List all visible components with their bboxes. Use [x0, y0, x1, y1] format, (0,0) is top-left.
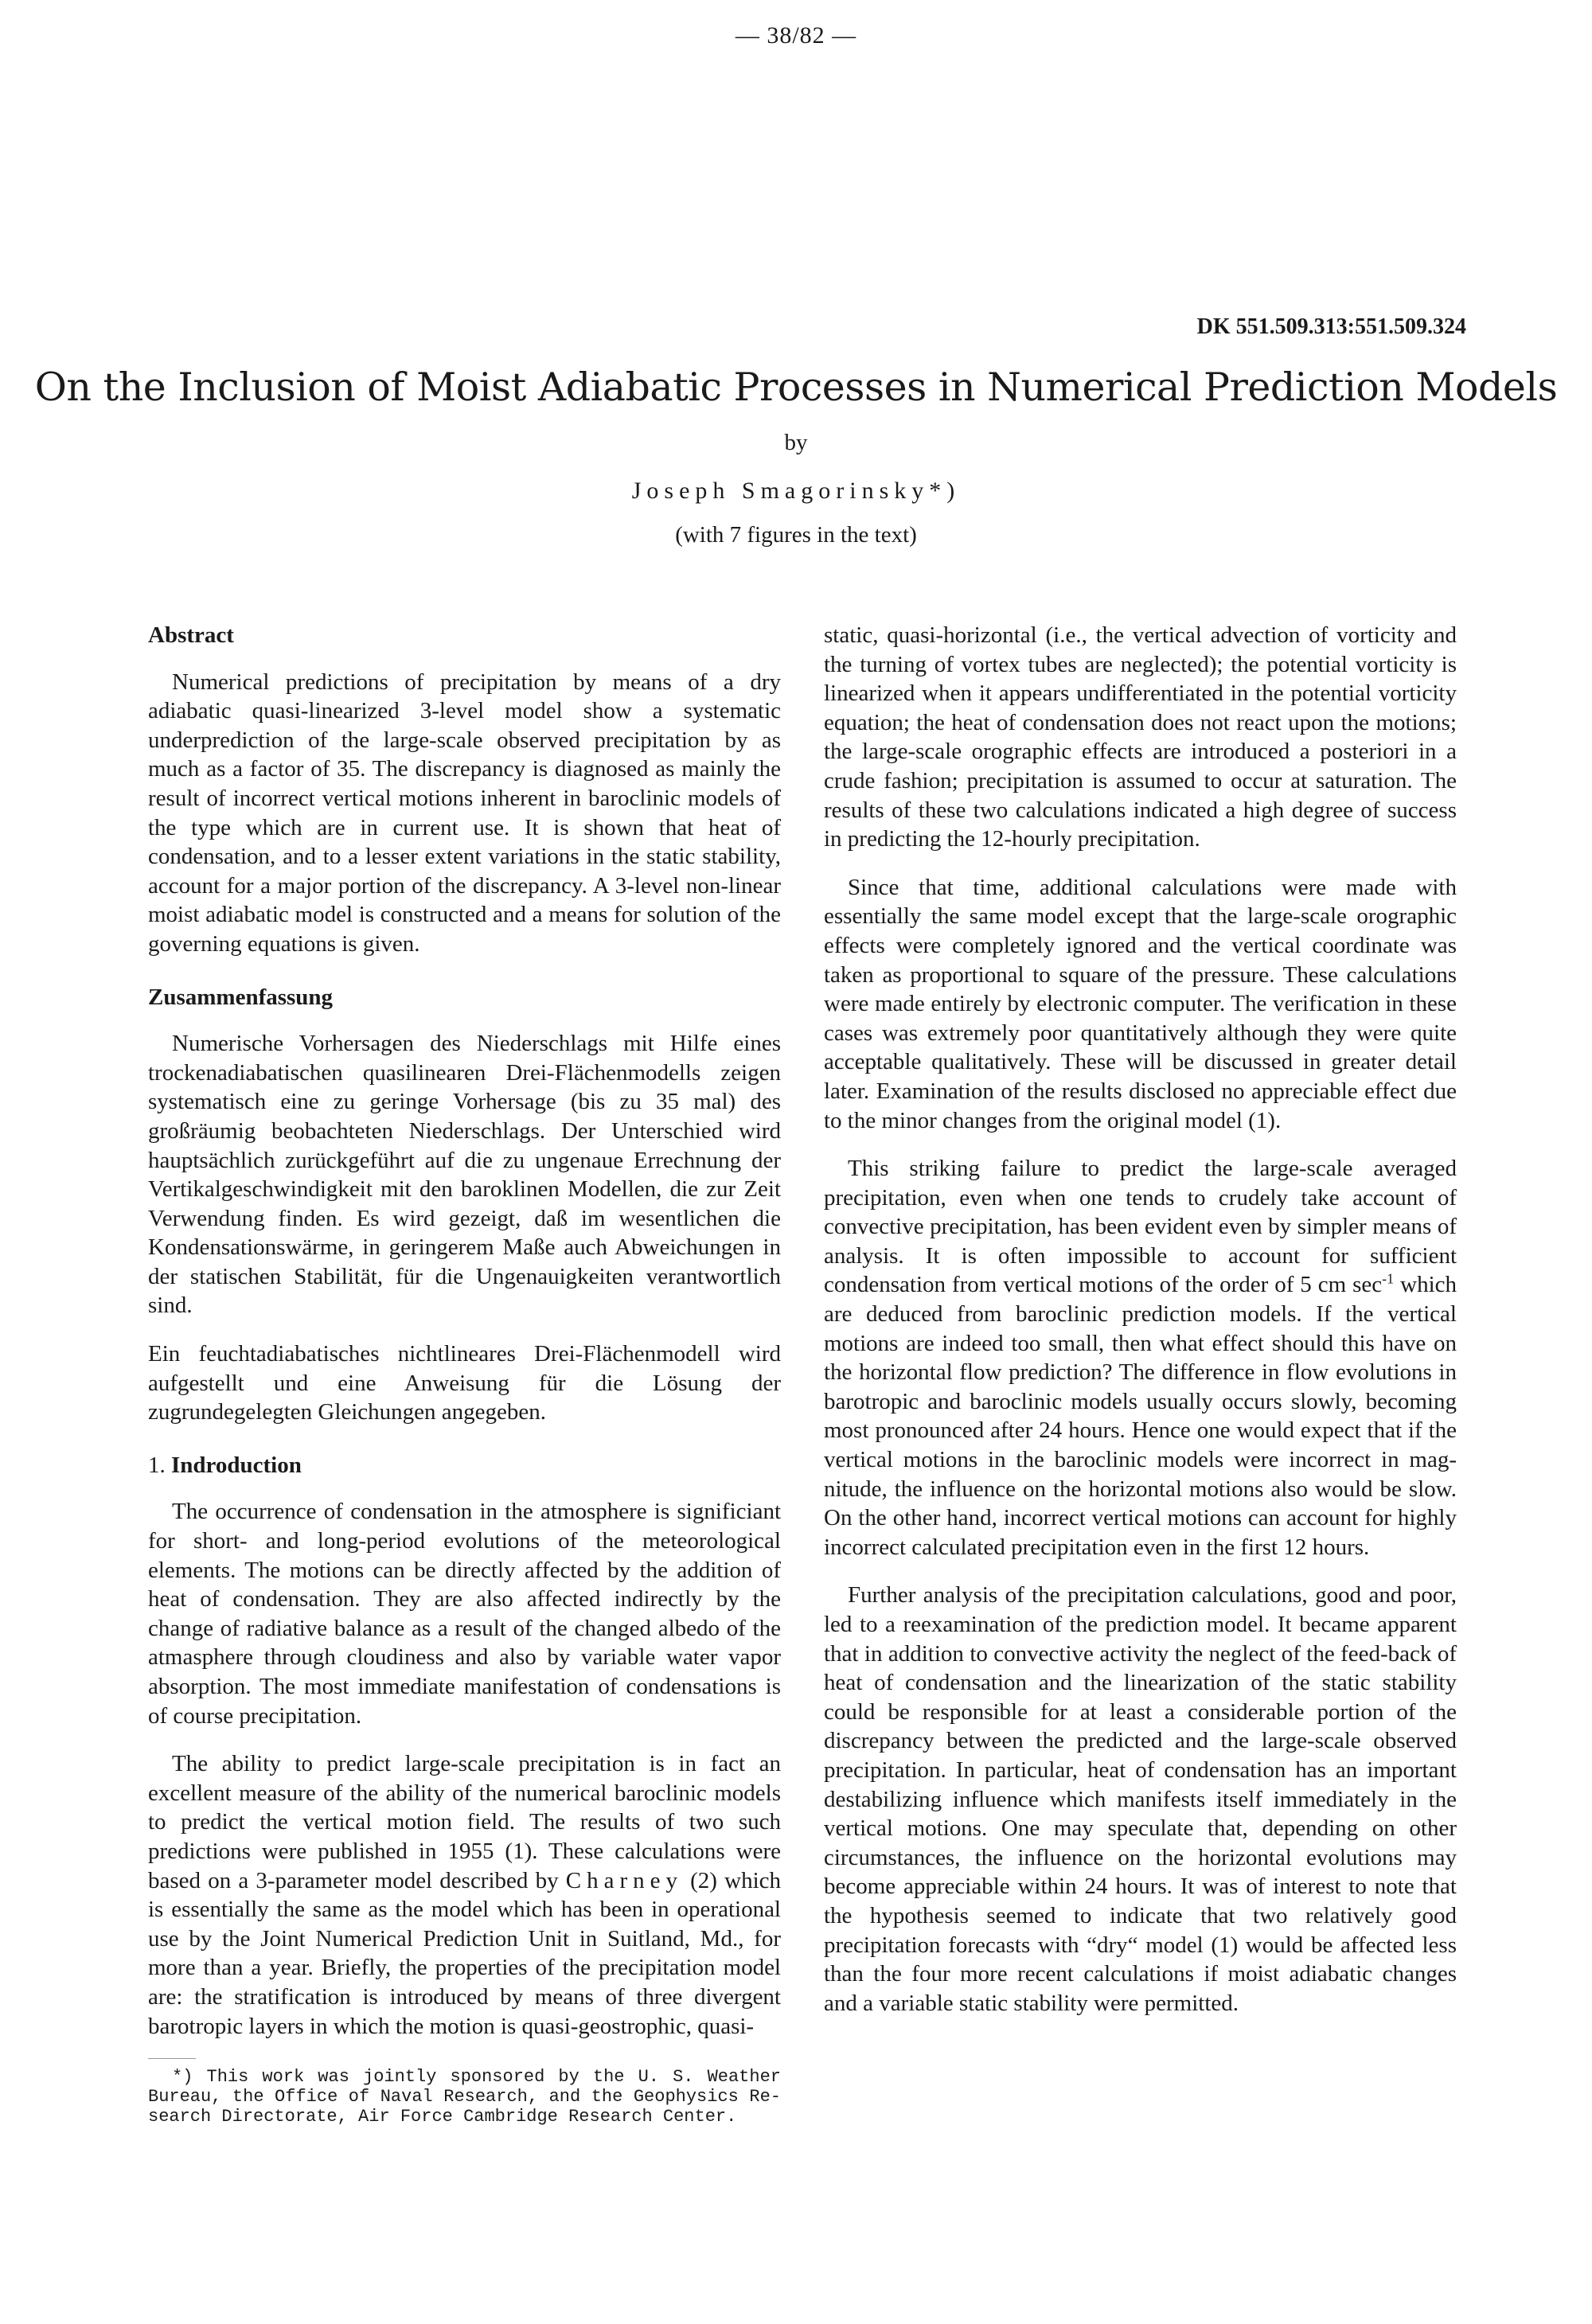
- left-column: [148, 621, 781, 2127]
- footnote-divider: [148, 2058, 196, 2059]
- introduction-paragraph-2: [148, 1749, 781, 2041]
- dk-classification-code: DK 551.509.313:551.509.324: [1196, 314, 1466, 339]
- paragraph-text: This striking failure to predict the large-scale averaged precipitation, even when one tends to crudely take account of convective precipitation, has been evident even by simpler means of analysis. It is often impossible to account for sufficient condensation from vertical motions of the order of 5 cm sec: [824, 1156, 1457, 1298]
- introduction-paragraph-3: Since that time, additional calculations were made with essentially the same model except that the large-scale orographic effects were completely ignored and the vertical coordinate was taken as proportional to square of the pressure. These calculations were made entirely by electronic computer. The verification in these cases was extremely poor quantitatively although they were quite acceptable qualitatively. These will be discussed in greater detail later. Examination of the results disclosed no appreciable effect due to the minor changes from the original model (1).: [824, 874, 1457, 1133]
- zusammenfassung-paragraph-1: Numerische Vorhersagen des Niederschlags mit Hilfe eines trockenadiabatischen quasilinearen Drei-Flächenmodells zeigen systematisch eine zu geringe Vorhersage (bis zu 35 mal) des großräumig beobachteten Niederschlags. Der Unterschied wird hauptsächlich zurückgeführt auf die zu ungenaue Errechnung der Vertikalgeschwindigkeit mit den baroklinen Modellen, die zur Zeit Verwendung finden. Es wird gezeigt, daß im wesentlichen die Kondensationswärme, in geringerem Maße auch Abweichungen in der statischen Stabilität, für die Ungenauigkeiten verantwortlich sind.: [148, 1031, 781, 1319]
- figures-note: (with 7 figures in the text): [675, 522, 917, 548]
- paragraph-text: (2) which is essentially the same as the model which has been in operational use by the Joint Numerical Prediction Unit in Suitland, Md., for more than a year. Briefly, the properties of the precipitation model are: the stratification is introduced by means of three divergent barotropic layers in which the motion is quasi-geostrophic, quasi-: [148, 1867, 782, 2039]
- footnote: *) This work was jointly sponsored by the U. S. Weather Bureau, the Office of Naval Research, and the Geophysics Research Directorate, Air Force Cambridge Research Center.: [148, 2067, 781, 2127]
- right-column: [824, 621, 1457, 2018]
- page-number: — 38/82 —: [735, 22, 857, 49]
- continued-paragraph: static, quasi-horizontal (i.e., the vertical advection of vorticity and the turning of vortex tubes are neglected); the potential vorticity is linearized when it appears undifferentiated in the potential vorticity equation; the heat of condensation does not react upon the motions; the large-scale orographic effects are introduced a posteriori in a crude fashion; precipitation is assumed to occur at saturation. The results of these two calculations indicated a high degree of success in predicting the 12-hourly precipitation.: [824, 622, 1457, 852]
- abstract-paragraph: Numerical predictions of precipitation by means of a dry adiabatic quasi-linearized 3-level model show a systematic underprediction of the large-scale observed precipitation by as much as a factor of 35. The discrepancy is diagnosed as mainly the result of incorrect vertical motions inherent in baroclinic models of the type which are in current use. It is shown that heat of condensation, and to a lesser extent variations in the static stability, account for a major portion of the discrepancy. A 3-level non-linear moist adiabatic model is constructed and a means for solution of the governing equations is given.: [148, 669, 781, 957]
- introduction-paragraph-1: The occurrence of condensation in the atmosphere is significiant for short- and long-period evolutions of the meteorological elements. The motions can be directly affected by the addition of heat of condensation. They are also affected indirectly by the change of radiative balance as a result of the changed albedo of the atmasphere through cloudiness and also by variable water vapor absorption. The most immediate manifestation of condensations is of course precipitation.: [148, 1499, 781, 1729]
- zusammenfassung-heading: Zusammenfassung: [148, 984, 334, 1010]
- introduction-heading: [148, 1451, 781, 1480]
- introduction-paragraph-5: Further analysis of the precipitation calculations, good and poor, led to a reexamination of the prediction model. It became apparent that in addition to convective activity the neglect of the feed-back of heat of condensation and the linearization of the static stability could be responsible for at least a considerable portion of the discrepancy between the predicted and the large-scale observed precipitation. In particular, heat of condensation has an important destabilizing influence which manifests itself immediately in the vertical motions. One may speculate that, depending on other circumstances, the influence on the horizontal evolutions may become appreciable within 24 hours. It was of interest to note that the hypothesis seemed to indicate that two relatively good precipitation forecasts with “dry“ model (1) would be affected less than the four more recent calculations if moist adiabatic changes and a variable static stability were permitted.: [824, 1582, 1457, 2016]
- paragraph-text: The ability to predict large-scale precipitation is in fact an excellent measure of the ability of the numerical baroclinic models to predict the vertical motion field. The results of two such predictions were published in 1955 (1). These calculations were based on a 3-parameter model described by: [148, 1751, 781, 1893]
- section-number: 1.: [148, 1452, 166, 1478]
- author-name: Joseph Smagorinsky*): [631, 478, 961, 504]
- paper-title: On the Inclusion of Moist Adiabatic Processes in Numerical Prediction Models: [34, 365, 1558, 410]
- abstract-heading: Abstract: [148, 622, 234, 648]
- superscript: -1: [1382, 1270, 1395, 1287]
- paragraph-text: which are deduced from baroclinic prediction models. If the vertical motions are indeed too small, then what effect should this have on the horizontal flow prediction? The difference in flow evolutions in barotropic and baroclinic models usually occurs slowly, becoming most pronounced after 24 hours. Hence one would expect that if the vertical motions in the baroclinic models were incorrect in magnitude, the influence on the horizontal motions also would be slow. On the other hand, incorrect vertical motions can account for highly incorrect calculated precipitation even in the first 12 hours.: [824, 1272, 1457, 1560]
- introduction-paragraph-4: [824, 1154, 1457, 1562]
- section-title: Indroduction: [171, 1452, 302, 1478]
- cited-author-charney: Charney: [565, 1867, 683, 1893]
- by-line: by: [784, 430, 808, 455]
- zusammenfassung-paragraph-2: Ein feuchtadiabatisches nichtlineares Drei-Flächenmodell wird aufgestellt und eine Anweisung für die Lösung der zugrundegelegten Gleichungen angegeben.: [148, 1341, 781, 1425]
